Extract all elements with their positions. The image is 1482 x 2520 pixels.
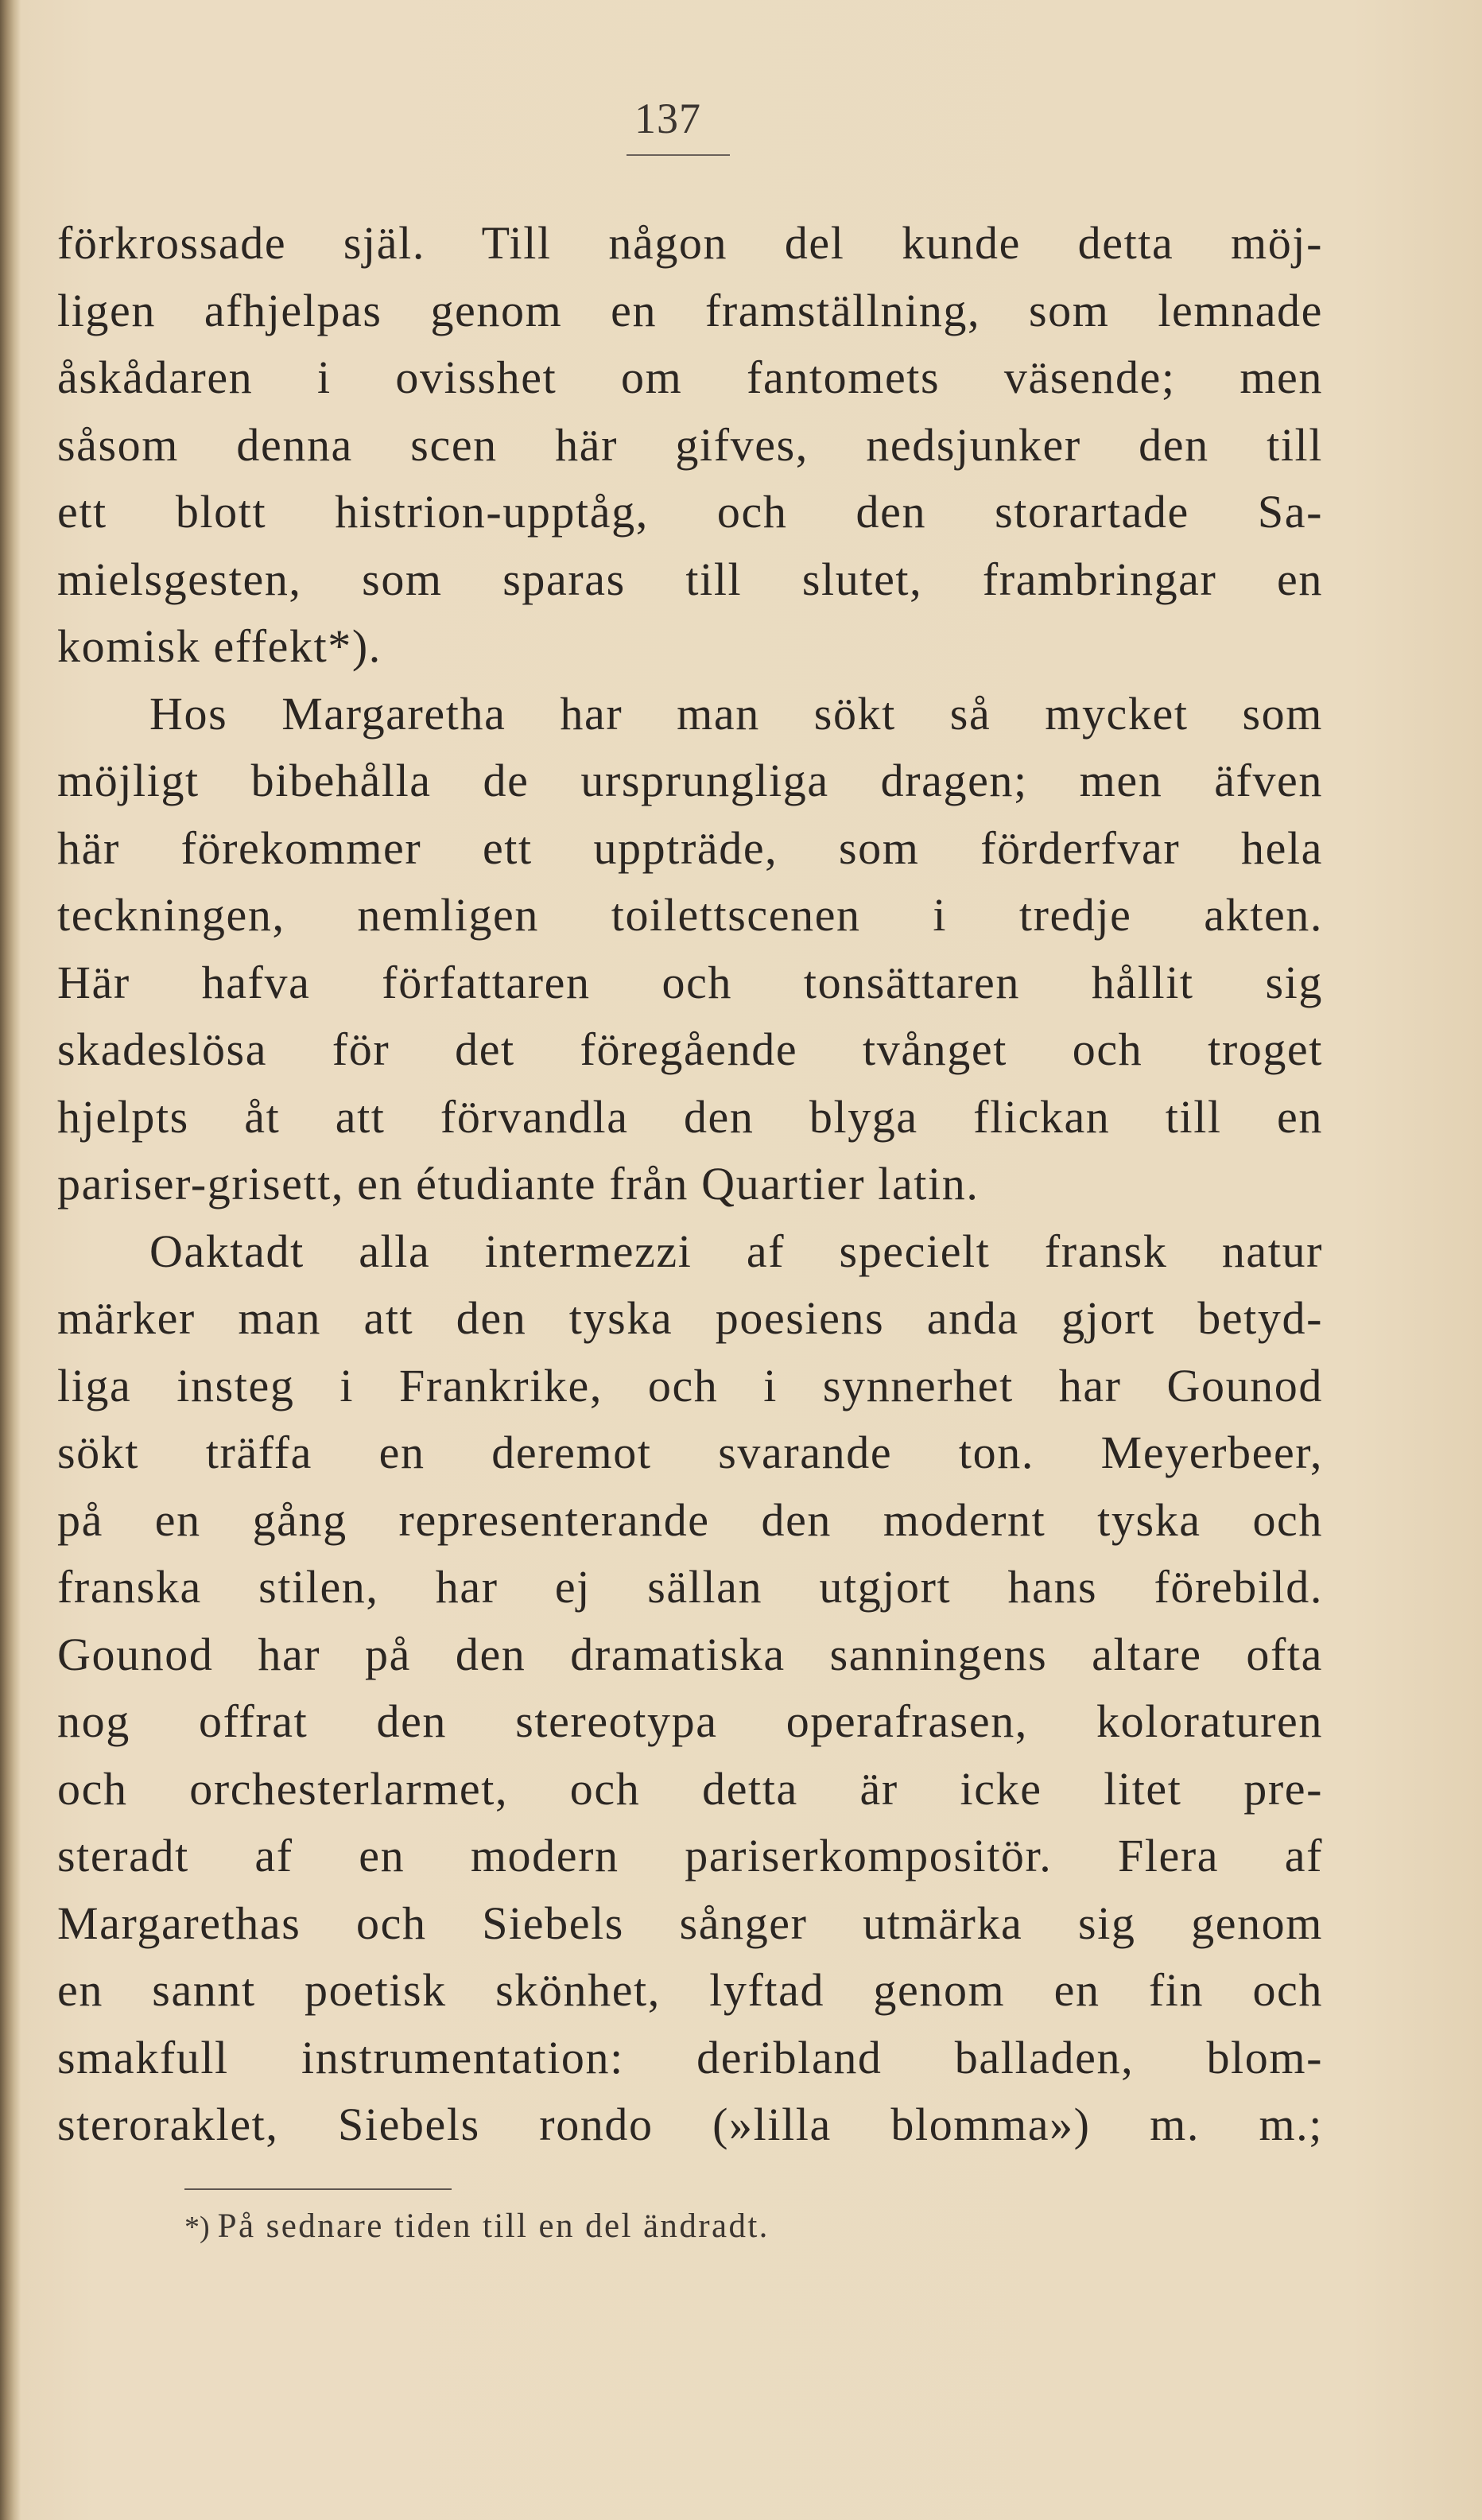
text-line: Gounod har på den dramatiska sanningens altare ofta xyxy=(57,1628,1323,1680)
footnote-marker: *) xyxy=(184,2211,210,2244)
text-line: smakfull instrumentation: deribland balladen, blom- xyxy=(57,2031,1323,2083)
text-line: steroraklet, Siebels rondo (»lilla blomma») m. m.; xyxy=(57,2099,1323,2150)
text-line: möjligt bibehålla de ursprungliga dragen; men äfven xyxy=(57,755,1323,806)
text-line: Här hafva författaren och tonsättaren hållit sig xyxy=(57,956,1323,1008)
text-line: mielsgesten, som sparas till slutet, frambringar en xyxy=(57,553,1323,605)
text-line: åskådaren i ovisshet om fantomets väsende; men xyxy=(57,351,1323,403)
text-line: franska stilen, har ej sällan utgjort hans förebild. xyxy=(57,1561,1323,1613)
text-line: liga insteg i Frankrike, och i synnerhet har Gounod xyxy=(57,1359,1323,1411)
text-line: och orchesterlarmet, och detta är icke litet pre- xyxy=(57,1762,1323,1815)
text-line: nog offrat den stereotypa operafrasen, koloraturen xyxy=(57,1695,1323,1747)
text-line: här förekommer ett uppträde, som förderfvar hela xyxy=(57,821,1323,874)
footnote xyxy=(184,2207,770,2246)
text-line: på en gång representerande den modernt tyska och xyxy=(57,1493,1323,1546)
footnote-divider xyxy=(184,2188,452,2190)
footnote-text: På sednare tiden till en del ändradt. xyxy=(217,2207,770,2245)
text-line: ett blott histrion-upptåg, och den storartade Sa- xyxy=(57,486,1323,538)
text-line: hjelpts åt att förvandla den blyga flickan till en xyxy=(57,1090,1323,1143)
text-line: komisk effekt*). xyxy=(57,620,382,672)
page-number: 137 xyxy=(634,95,701,142)
binding-gutter-shadow xyxy=(0,0,21,2520)
text-line: skadeslösa för det föregående tvånget och troget xyxy=(57,1023,1323,1075)
text-line: teckningen, nemligen toilettscenen i tredje akten. xyxy=(57,889,1323,941)
text-line: förkrossade själ. Till någon del kunde detta möj- xyxy=(57,217,1323,269)
paragraph-start-line: Oaktadt alla intermezzi af specielt fransk natur xyxy=(149,1225,1323,1277)
text-line: sökt träffa en deremot svarande ton. Meyerbeer, xyxy=(57,1427,1323,1478)
text-line: en sannt poetisk skönhet, lyftad genom en fin och xyxy=(57,1964,1323,2016)
text-line: steradt af en modern pariserkompositör. Flera af xyxy=(57,1830,1323,1881)
text-line: pariser-grisett, en étudiante från Quartier latin. xyxy=(57,1158,980,1210)
text-line: märker man att den tyska poesiens anda gjort betyd- xyxy=(57,1292,1323,1344)
body-text xyxy=(57,210,1323,2159)
text-line: Margarethas och Siebels sånger utmärka sig genom xyxy=(57,1897,1323,1949)
text-line: såsom denna scen här gifves, nedsjunker den till xyxy=(57,418,1323,471)
text-line: ligen afhjelpas genom en framställning, som lemnade xyxy=(57,284,1323,336)
paragraph-start-line: Hos Margaretha har man sökt så mycket som xyxy=(149,687,1323,740)
page-number-underline xyxy=(627,154,730,156)
